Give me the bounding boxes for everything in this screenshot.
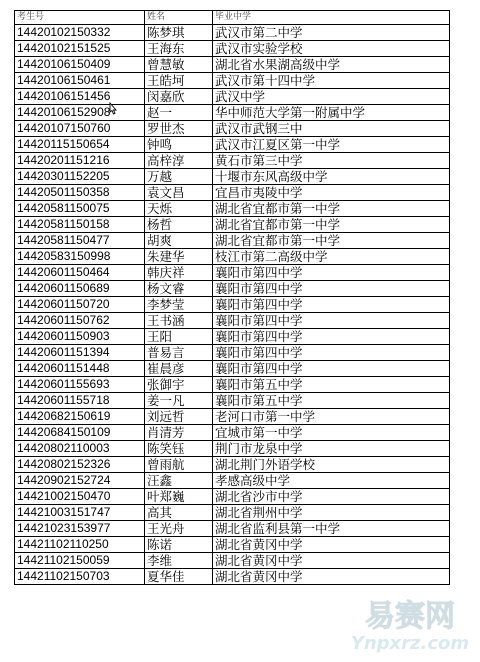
exam-no-cell: 14420601155718 <box>15 393 145 409</box>
exam-no-cell: 14420601150720 <box>15 297 145 313</box>
header-name: 姓名 <box>145 11 213 25</box>
student-name-cell: 李梦莹 <box>145 297 213 313</box>
exam-no-cell: 14420682150619 <box>15 409 145 425</box>
school-cell: 湖北省宜都市第一中学 <box>213 201 450 217</box>
table-row <box>15 201 450 217</box>
exam-no-cell: 14420684150109 <box>15 425 145 441</box>
header-row <box>15 11 450 25</box>
exam-no-cell: 14420802152326 <box>15 457 145 473</box>
table-row <box>15 233 450 249</box>
exam-no-cell: 14420106150409 <box>15 57 145 73</box>
exam-no-cell: 14420102150332 <box>15 25 145 41</box>
school-cell: 武汉市第十四中学 <box>213 73 450 89</box>
student-name-cell: 李维 <box>145 553 213 569</box>
exam-no-cell: 14421003151747 <box>15 505 145 521</box>
table-header <box>15 11 450 25</box>
school-cell: 武汉市江夏区第一中学 <box>213 137 450 153</box>
exam-no-cell: 14420581150477 <box>15 233 145 249</box>
exam-no-cell: 14420902152724 <box>15 473 145 489</box>
exam-no-cell: 14420102151525 <box>15 41 145 57</box>
student-name-cell: 王光舟 <box>145 521 213 537</box>
exam-no-cell: 14420301152205 <box>15 169 145 185</box>
school-cell: 十堰市东风高级中学 <box>213 169 450 185</box>
student-name-cell: 崔晨彦 <box>145 361 213 377</box>
exam-no-cell: 14420601155693 <box>15 377 145 393</box>
school-cell: 湖北省黄冈中学 <box>213 553 450 569</box>
table-row <box>15 393 450 409</box>
student-name-cell: 王书涵 <box>145 313 213 329</box>
table-row <box>15 137 450 153</box>
student-name-cell: 高梓淳 <box>145 153 213 169</box>
exam-no-cell: 14420581150158 <box>15 217 145 233</box>
table-row <box>15 169 450 185</box>
table-row <box>15 521 450 537</box>
student-name-cell: 万越 <box>145 169 213 185</box>
table-row <box>15 409 450 425</box>
student-name-cell: 罗世杰 <box>145 121 213 137</box>
exam-no-cell: 14421002150470 <box>15 489 145 505</box>
school-cell: 湖北省水果湖高级中学 <box>213 57 450 73</box>
table-row <box>15 89 450 105</box>
student-name-cell: 天烁 <box>145 201 213 217</box>
exam-no-cell: 14420601151448 <box>15 361 145 377</box>
exam-no-cell: 14421102150059 <box>15 553 145 569</box>
table-row <box>15 505 450 521</box>
exam-no-cell: 14420601151394 <box>15 345 145 361</box>
school-cell: 老河口市第一中学 <box>213 409 450 425</box>
school-cell: 湖北省荆州中学 <box>213 505 450 521</box>
school-cell: 宜城市第一中学 <box>213 425 450 441</box>
student-name-cell: 王海东 <box>145 41 213 57</box>
student-name-cell: 姜一凡 <box>145 393 213 409</box>
text-cursor-icon <box>107 102 119 118</box>
school-cell: 襄阳市第四中学 <box>213 313 450 329</box>
school-cell: 湖北省黄冈中学 <box>213 537 450 553</box>
school-cell: 枝江市第二高级中学 <box>213 249 450 265</box>
student-name-cell: 汪鑫 <box>145 473 213 489</box>
table-row <box>15 457 450 473</box>
school-cell: 湖北省黄冈中学 <box>213 569 450 585</box>
table-row <box>15 185 450 201</box>
school-cell: 武汉市武钢三中 <box>213 121 450 137</box>
table-row <box>15 361 450 377</box>
school-cell: 武汉中学 <box>213 89 450 105</box>
table-row <box>15 57 450 73</box>
exam-no-cell: 14420802110003 <box>15 441 145 457</box>
student-name-cell: 王皓坷 <box>145 73 213 89</box>
student-name-cell: 钟鸣 <box>145 137 213 153</box>
table-row <box>15 297 450 313</box>
student-name-cell: 赵一 <box>145 105 213 121</box>
student-name-cell: 杨哲 <box>145 217 213 233</box>
exam-no-cell: 14420581150075 <box>15 201 145 217</box>
student-name-cell: 韩庆祥 <box>145 265 213 281</box>
student-name-cell: 曾雨航 <box>145 457 213 473</box>
school-cell: 襄阳市第四中学 <box>213 345 450 361</box>
watermark-logo <box>346 592 474 656</box>
student-name-cell: 袁文昌 <box>145 185 213 201</box>
table-row <box>15 41 450 57</box>
admission-list-table <box>14 10 450 585</box>
school-cell: 襄阳市第五中学 <box>213 393 450 409</box>
exam-no-cell: 14420106150461 <box>15 73 145 89</box>
student-name-cell: 杨文睿 <box>145 281 213 297</box>
table-row <box>15 105 450 121</box>
exam-no-cell: 14420106152908 <box>15 105 145 121</box>
table-row <box>15 473 450 489</box>
school-cell: 湖北省宜都市第一中学 <box>213 217 450 233</box>
student-name-cell: 张御宇 <box>145 377 213 393</box>
table-row <box>15 249 450 265</box>
exam-no-cell: 14421102110250 <box>15 537 145 553</box>
student-name-cell: 胡爽 <box>145 233 213 249</box>
table-body <box>15 25 450 585</box>
table-row <box>15 569 450 585</box>
student-name-cell: 刘远哲 <box>145 409 213 425</box>
exam-no-cell: 14421102150703 <box>15 569 145 585</box>
table-row <box>15 265 450 281</box>
table-row <box>15 329 450 345</box>
exam-no-cell: 14420601150464 <box>15 265 145 281</box>
school-cell: 襄阳市第四中学 <box>213 297 450 313</box>
school-cell: 黄石市第三中学 <box>213 153 450 169</box>
table-row <box>15 377 450 393</box>
school-cell: 襄阳市第四中学 <box>213 361 450 377</box>
exam-no-cell: 14420601150689 <box>15 281 145 297</box>
student-name-cell: 陈笑钰 <box>145 441 213 457</box>
school-cell: 襄阳市第四中学 <box>213 265 450 281</box>
table-row <box>15 121 450 137</box>
student-name-cell: 曾慧敏 <box>145 57 213 73</box>
exam-no-cell: 14420501150358 <box>15 185 145 201</box>
school-cell: 襄阳市第四中学 <box>213 329 450 345</box>
exam-no-cell: 14420601150903 <box>15 329 145 345</box>
school-cell: 襄阳市第四中学 <box>213 281 450 297</box>
student-name-cell: 夏华佳 <box>145 569 213 585</box>
student-name-cell: 高其 <box>145 505 213 521</box>
table-row <box>15 425 450 441</box>
student-name-cell: 叶郑巍 <box>145 489 213 505</box>
exam-no-cell: 14421023153977 <box>15 521 145 537</box>
student-name-cell: 闵嘉欣 <box>145 89 213 105</box>
exam-no-cell: 14420201151216 <box>15 153 145 169</box>
header-exam-no: 考生号 <box>15 11 145 25</box>
table-row <box>15 537 450 553</box>
student-name-cell: 王阳 <box>145 329 213 345</box>
table-row <box>15 281 450 297</box>
exam-no-cell: 14420583150998 <box>15 249 145 265</box>
exam-no-cell: 14420115150654 <box>15 137 145 153</box>
school-cell: 襄阳市第五中学 <box>213 377 450 393</box>
school-cell: 湖北省沙市中学 <box>213 489 450 505</box>
student-name-cell: 肖清芳 <box>145 425 213 441</box>
exam-no-cell: 14420601150762 <box>15 313 145 329</box>
table-row <box>15 153 450 169</box>
student-name-cell: 陈梦琪 <box>145 25 213 41</box>
table-row <box>15 25 450 41</box>
school-cell: 湖北省宜都市第一中学 <box>213 233 450 249</box>
student-name-cell: 普易言 <box>145 345 213 361</box>
school-cell: 湖北省监利县第一中学 <box>213 521 450 537</box>
table-row <box>15 313 450 329</box>
table-row <box>15 553 450 569</box>
table-row <box>15 489 450 505</box>
table-row <box>15 217 450 233</box>
school-cell: 湖北荆门外语学校 <box>213 457 450 473</box>
header-school: 毕业中学 <box>213 11 450 25</box>
exam-no-cell: 14420106151456 <box>15 89 145 105</box>
school-cell: 华中师范大学第一附属中学 <box>213 105 450 121</box>
student-name-cell: 陈诺 <box>145 537 213 553</box>
exam-no-cell: 14420107150760 <box>15 121 145 137</box>
school-cell: 宜昌市夷陵中学 <box>213 185 450 201</box>
school-cell: 武汉市实验学校 <box>213 41 450 57</box>
school-cell: 孝感高级中学 <box>213 473 450 489</box>
svg-text:易赛网: 易赛网 <box>365 599 455 634</box>
school-cell: 武汉市第二中学 <box>213 25 450 41</box>
school-cell: 荆门市龙泉中学 <box>213 441 450 457</box>
table-row <box>15 73 450 89</box>
table-row <box>15 441 450 457</box>
student-name-cell: 朱建华 <box>145 249 213 265</box>
table-row <box>15 345 450 361</box>
svg-text:Ynpxrz.com: Ynpxrz.com <box>350 633 470 654</box>
